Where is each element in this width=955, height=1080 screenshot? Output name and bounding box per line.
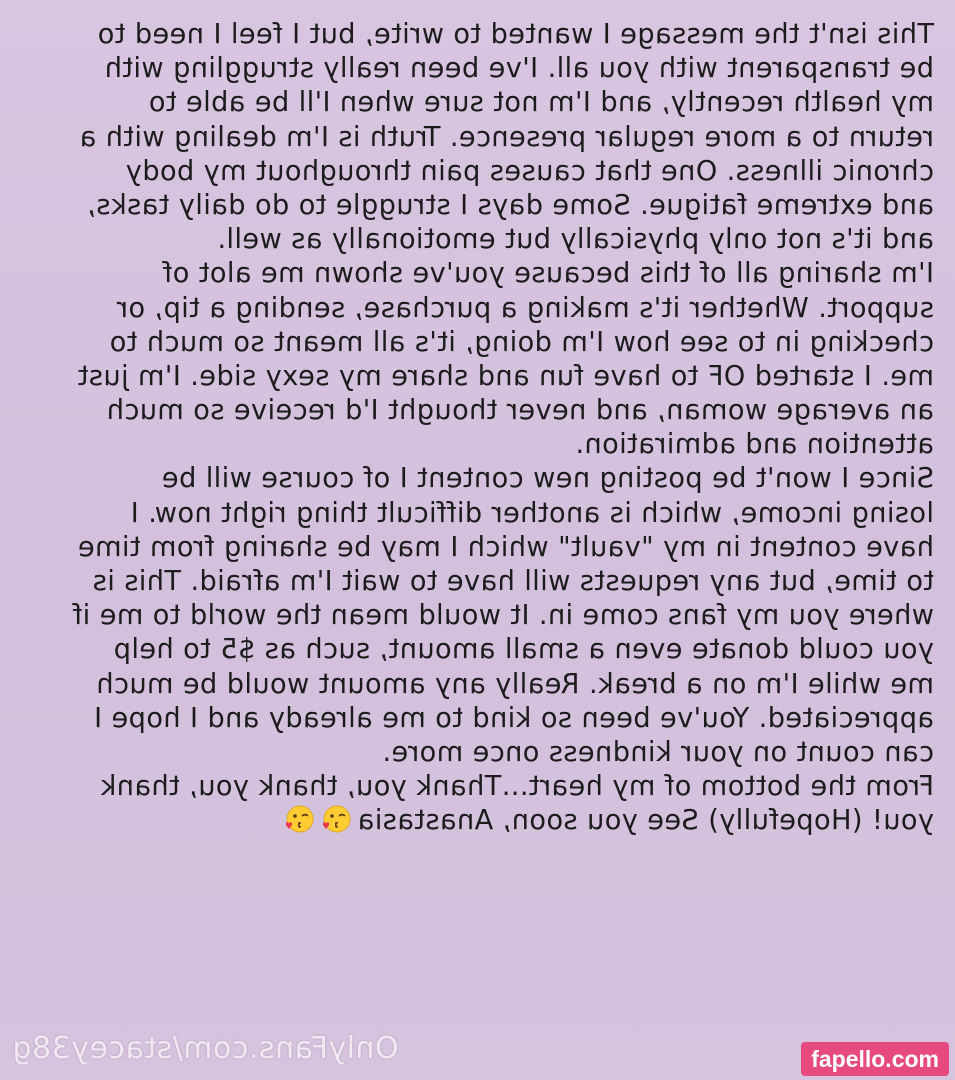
message-line: checking in to see how I'm doing, it's all meant so much to: [109, 326, 934, 358]
message-line: I'm sharing all of this because you've shown me alot of: [162, 258, 934, 290]
message-line: return to a more regular presence. Truth is I'm dealing with a: [79, 121, 934, 153]
message-line: Since I won't be posting new content I of course will be: [161, 463, 934, 495]
kiss-face-icon: [320, 804, 353, 834]
message-line: can count on your kindness once more.: [382, 736, 934, 768]
message-line-last: [18, 804, 934, 838]
message-line: my health recently, and I'm not sure when I'll be able to: [148, 87, 934, 119]
watermark-text: OnlyFans.com/stacey38g: [12, 1031, 399, 1066]
message-line: you could donate even a small amount, such as $5 to help: [113, 634, 934, 666]
message-line: to time, but any requests will have to wait I'm afraid. This is: [92, 566, 934, 597]
message-line: support. Whether it's making a purchase, sending a tip, or: [116, 292, 934, 324]
site-badge[interactable]: fapello.com: [801, 1042, 949, 1076]
mirrored-message: [18, 18, 934, 839]
message-line: me. I started OF to have fun and share my sexy side. I'm just: [77, 360, 934, 392]
message-line: be transparent with you all. I've been really struggling with: [104, 53, 934, 85]
message-line: where you my fans come in. It would mean the world to me if: [72, 600, 934, 632]
message-line: have content in my "vault" which I may be sharing from time: [77, 531, 934, 563]
message-line: me while I'm on a break. Really any amount would be much: [95, 668, 934, 700]
message-line: From the bottom of my heart...Thank you, thank you, thank: [100, 771, 934, 803]
message-line: appreciated. You've been so kind to me already and I hope I: [93, 702, 934, 734]
message-line: an average woman, and never thought I'd receive so much: [106, 395, 934, 427]
kiss-face-icon: [283, 804, 316, 834]
message-line: and it's not only physically but emotionally as well.: [217, 224, 934, 256]
message-line: attention and admiration.: [575, 429, 934, 461]
message-line: This isn't the message I wanted to write, but I feel I need to: [97, 19, 934, 50]
message-line-last-text: you! (Hopefully) See you soon, Anastasia: [357, 805, 934, 837]
message-line: losing income, which is another difficult thing right now. I: [130, 497, 934, 529]
message-line: chronic illness. One that causes pain throughout my body: [125, 155, 934, 187]
message-line: and extreme fatigue. Some days I struggle to do daily tasks,: [86, 189, 934, 221]
